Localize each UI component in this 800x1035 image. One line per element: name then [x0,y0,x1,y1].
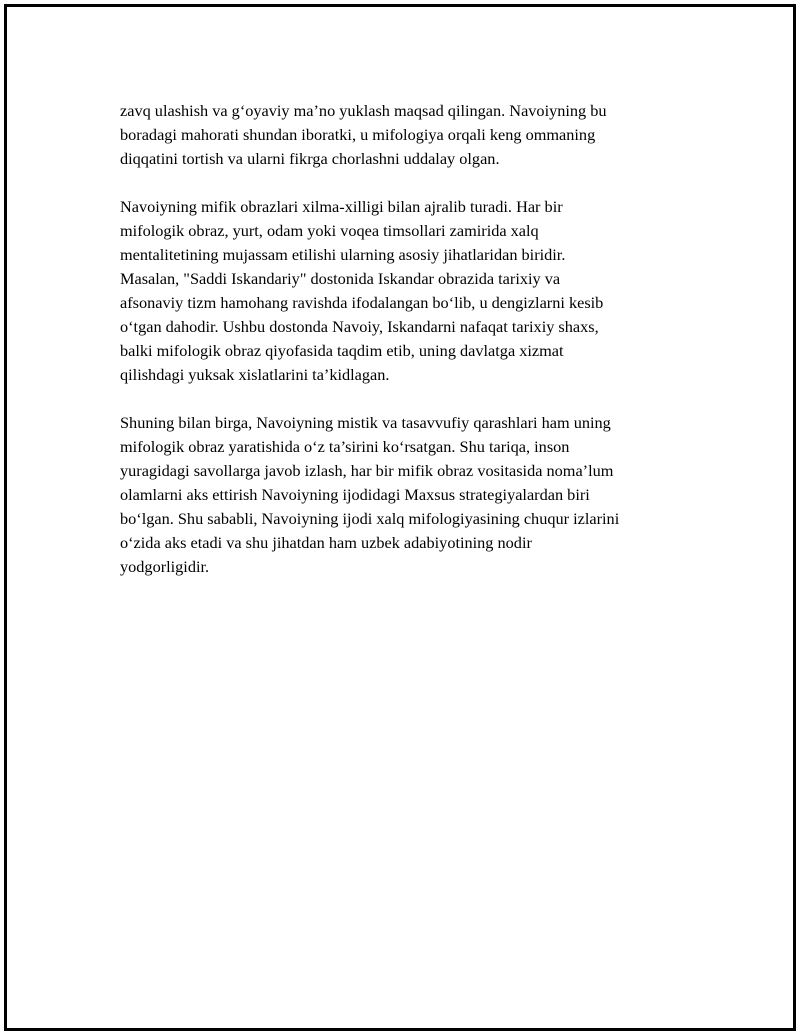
text-line: afsonaviy tizm hamohang ravishda ifodalangan bo‘lib, u dengizlarni kesib [120,293,604,312]
text-line: mifologik obraz yaratishida o‘z ta’sirini ko‘rsatgan. Shu tariqa, inson [120,437,570,456]
document-body [120,99,700,603]
text-line: boradagi mahorati shundan iboratki, u mifologiya orqali keng ommaning [120,125,596,144]
text-line: Shuning bilan birga, Navoiyning mistik va tasavvufiy qarashlari ham uning [120,413,611,432]
text-line: Navoiyning mifik obrazlari xilma-xilligi bilan ajralib turadi. Har bir [120,197,563,216]
text-line: mentalitetining mujassam etilishi ularning asosiy jihatlaridan biridir. [120,245,566,264]
document-page [4,4,796,1031]
paragraph-2 [120,195,700,387]
text-line: yodgorligidir. [120,557,210,576]
paragraph-1 [120,99,700,171]
text-line: balki mifologik obraz qiyofasida taqdim etib, uning davlatga xizmat [120,341,564,360]
text-line: diqqatini tortish va ularni fikrga chorlashni uddalay olgan. [120,149,500,168]
text-line: qilishdagi yuksak xislatlarini ta’kidlagan. [120,365,390,384]
text-line: bo‘lgan. Shu sababli, Navoiyning ijodi xalq mifologiyasining chuqur izlarini [120,509,620,528]
text-line: yuragidagi savollarga javob izlash, har bir mifik obraz vositasida noma’lum [120,461,614,480]
paragraph-3 [120,411,700,579]
text-line: Masalan, "Saddi Iskandariy" dostonida Iskandar obrazida tarixiy va [120,269,561,288]
text-line: o‘tgan dahodir. Ushbu dostonda Navoiy, Iskandarni nafaqat tarixiy shaxs, [120,317,599,336]
text-line: zavq ulashish va g‘oyaviy ma’no yuklash maqsad qilingan. Navoiyning bu [120,101,607,120]
text-line: o‘zida aks etadi va shu jihatdan ham uzbek adabiyotining nodir [120,533,532,552]
text-line: mifologik obraz, yurt, odam yoki voqea timsollari zamirida xalq [120,221,539,240]
text-line: olamlarni aks ettirish Navoiyning ijodidagi Maxsus strategiyalardan biri [120,485,590,504]
